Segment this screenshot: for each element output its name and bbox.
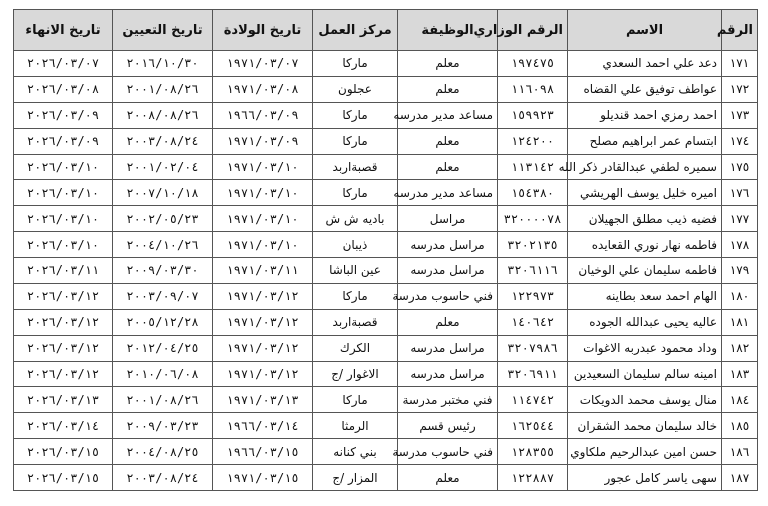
cell-ministry-number: ١٢٨٣٥٥ (498, 439, 568, 465)
cell-work-center: قصبةاربد (313, 154, 398, 180)
cell-job: فني حاسوب مدرسة (398, 283, 498, 309)
cell-birth-date: ١٩٦٦/٠٣/١٥ (213, 439, 313, 465)
cell-ministry-number: ١٢٢٩٧٣ (498, 283, 568, 309)
cell-number: ١٧٣ (722, 102, 758, 128)
header-ministry-number: الرقم الوزاري (498, 10, 568, 51)
cell-birth-date: ١٩٧١/٠٣/١٠ (213, 180, 313, 206)
cell-job: مساعد مدير مدرسه (398, 102, 498, 128)
cell-birth-date: ١٩٧١/٠٣/١٥ (213, 465, 313, 491)
cell-name: وداد محمود عبدربه الاغوات (568, 335, 722, 361)
employees-table (13, 9, 758, 491)
cell-ministry-number: ١٥٤٣٨٠ (498, 180, 568, 206)
cell-number: ١٨٤ (722, 387, 758, 413)
cell-job: مساعد مدير مدرسه (398, 180, 498, 206)
cell-ministry-number: ١٦٢٥٤٤ (498, 413, 568, 439)
table-row (14, 439, 758, 465)
table-row (14, 102, 758, 128)
cell-appointment-date: ٢٠٠٩/٠٣/٢٣ (113, 413, 213, 439)
cell-ministry-number: ١١٦٠٩٨ (498, 76, 568, 102)
cell-number: ١٨٦ (722, 439, 758, 465)
cell-birth-date: ١٩٧١/٠٣/٠٨ (213, 76, 313, 102)
cell-name: عاليه يحيى عبدالله الجوده (568, 309, 722, 335)
table-row (14, 51, 758, 77)
cell-name: سميره لطفي عبدالقادر ذكر الله (568, 154, 722, 180)
header-end-date: تاريخ الانهاء (14, 10, 113, 51)
table-row (14, 309, 758, 335)
cell-work-center: الاغوار /ج (313, 361, 398, 387)
cell-ministry-number: ١٤٠٦٤٢ (498, 309, 568, 335)
cell-job: معلم (398, 309, 498, 335)
cell-number: ١٨٠ (722, 283, 758, 309)
cell-name: فاطمه سليمان علي الوخيان (568, 258, 722, 284)
cell-number: ١٧٥ (722, 154, 758, 180)
cell-end-date: ٢٠٢٦/٠٣/١٠ (14, 154, 113, 180)
cell-ministry-number: ١١٤٧٤٢ (498, 387, 568, 413)
table-header-row (14, 10, 758, 51)
cell-job: مراسل مدرسه (398, 258, 498, 284)
cell-end-date: ٢٠٢٦/٠٣/٠٧ (14, 51, 113, 77)
cell-work-center: ماركا (313, 180, 398, 206)
cell-job: معلم (398, 51, 498, 77)
cell-job: معلم (398, 465, 498, 491)
cell-birth-date: ١٩٧١/٠٣/١٢ (213, 335, 313, 361)
cell-work-center: ماركا (313, 102, 398, 128)
cell-appointment-date: ٢٠١٠/٠٦/٠٨ (113, 361, 213, 387)
cell-appointment-date: ٢٠٠٣/٠٨/٢٤ (113, 465, 213, 491)
table-row (14, 335, 758, 361)
cell-end-date: ٢٠٢٦/٠٣/٠٩ (14, 128, 113, 154)
table-row (14, 283, 758, 309)
cell-appointment-date: ٢٠٠٥/١٢/٢٨ (113, 309, 213, 335)
cell-birth-date: ١٩٧١/٠٣/١٣ (213, 387, 313, 413)
cell-number: ١٧٩ (722, 258, 758, 284)
cell-birth-date: ١٩٧١/٠٣/١٠ (213, 232, 313, 258)
cell-number: ١٧٦ (722, 180, 758, 206)
cell-appointment-date: ٢٠٠٩/٠٣/٣٠ (113, 258, 213, 284)
cell-end-date: ٢٠٢٦/٠٣/١٥ (14, 439, 113, 465)
table-row (14, 361, 758, 387)
cell-name: حسن امين عبدالرحيم ملكاوي (568, 439, 722, 465)
cell-number: ١٧٤ (722, 128, 758, 154)
cell-appointment-date: ٢٠٠٣/٠٨/٢٤ (113, 128, 213, 154)
cell-name: اميره خليل يوسف الهريشي (568, 180, 722, 206)
header-name: الاسم (568, 10, 722, 51)
cell-job: معلم (398, 154, 498, 180)
cell-appointment-date: ٢٠١٦/١٠/٣٠ (113, 51, 213, 77)
cell-number: ١٨١ (722, 309, 758, 335)
cell-ministry-number: ١١٣١٤٢ (498, 154, 568, 180)
cell-work-center: ذيبان (313, 232, 398, 258)
cell-name: ابتسام عمر ابراهيم مصلح (568, 128, 722, 154)
cell-end-date: ٢٠٢٦/٠٣/١٢ (14, 283, 113, 309)
cell-job: فني حاسوب مدرسة (398, 439, 498, 465)
cell-number: ١٨٢ (722, 335, 758, 361)
cell-end-date: ٢٠٢٦/٠٣/١٢ (14, 361, 113, 387)
table-row (14, 180, 758, 206)
cell-appointment-date: ٢٠١٢/٠٤/٢٥ (113, 335, 213, 361)
cell-number: ١٨٣ (722, 361, 758, 387)
cell-name: فضيه ذيب مطلق الجهيلان (568, 206, 722, 232)
cell-work-center: الرمثا (313, 413, 398, 439)
cell-work-center: ماركا (313, 283, 398, 309)
retirement-table-container (13, 9, 757, 491)
cell-end-date: ٢٠٢٦/٠٣/١٣ (14, 387, 113, 413)
table-body (14, 51, 758, 491)
cell-number: ١٧٢ (722, 76, 758, 102)
header-birth-date: تاريخ الولادة (213, 10, 313, 51)
table-row (14, 206, 758, 232)
cell-birth-date: ١٩٧١/٠٣/١٢ (213, 283, 313, 309)
cell-work-center: ماركا (313, 51, 398, 77)
cell-number: ١٨٧ (722, 465, 758, 491)
cell-appointment-date: ٢٠٠٢/٠٥/٢٣ (113, 206, 213, 232)
cell-end-date: ٢٠٢٦/٠٣/١٠ (14, 180, 113, 206)
cell-number: ١٨٥ (722, 413, 758, 439)
cell-birth-date: ١٩٦٦/٠٣/٠٩ (213, 102, 313, 128)
cell-job: فني مختبر مدرسة (398, 387, 498, 413)
cell-end-date: ٢٠٢٦/٠٣/١٢ (14, 335, 113, 361)
cell-appointment-date: ٢٠٠٨/٠٨/٢٦ (113, 102, 213, 128)
cell-work-center: ماركا (313, 128, 398, 154)
cell-birth-date: ١٩٧١/٠٣/٠٧ (213, 51, 313, 77)
table-row (14, 76, 758, 102)
cell-number: ١٧٨ (722, 232, 758, 258)
cell-job: مراسل مدرسه (398, 335, 498, 361)
header-job: الوظيفة (398, 10, 498, 51)
cell-birth-date: ١٩٧١/٠٣/١٠ (213, 154, 313, 180)
cell-job: معلم (398, 76, 498, 102)
cell-appointment-date: ٢٠٠١/٠٢/٠٤ (113, 154, 213, 180)
cell-ministry-number: ١٩٧٤٧٥ (498, 51, 568, 77)
cell-ministry-number: ١٥٩٩٢٣ (498, 102, 568, 128)
cell-work-center: بني كنانه (313, 439, 398, 465)
cell-end-date: ٢٠٢٦/٠٣/١٠ (14, 232, 113, 258)
cell-appointment-date: ٢٠٠٧/١٠/١٨ (113, 180, 213, 206)
cell-birth-date: ١٩٦٦/٠٣/١٤ (213, 413, 313, 439)
cell-work-center: المزار /ج (313, 465, 398, 491)
cell-ministry-number: ٣٢٠٦٩١١ (498, 361, 568, 387)
table-row (14, 413, 758, 439)
cell-name: الهام احمد سعد بطاينه (568, 283, 722, 309)
header-appointment-date: تاريخ التعيين (113, 10, 213, 51)
cell-appointment-date: ٢٠٠٤/١٠/٢٦ (113, 232, 213, 258)
table-row (14, 232, 758, 258)
table-row (14, 465, 758, 491)
cell-work-center: عجلون (313, 76, 398, 102)
cell-name: خالد سليمان محمد الشقران (568, 413, 722, 439)
cell-job: مراسل (398, 206, 498, 232)
cell-appointment-date: ٢٠٠١/٠٨/٢٦ (113, 387, 213, 413)
cell-number: ١٧٧ (722, 206, 758, 232)
cell-appointment-date: ٢٠٠١/٠٨/٢٦ (113, 76, 213, 102)
cell-birth-date: ١٩٧١/٠٣/١٢ (213, 309, 313, 335)
cell-ministry-number: ٣٢٠٧٩٨٦ (498, 335, 568, 361)
cell-end-date: ٢٠٢٦/٠٣/١٤ (14, 413, 113, 439)
cell-job: مراسل مدرسه (398, 361, 498, 387)
table-row (14, 258, 758, 284)
cell-birth-date: ١٩٧١/٠٣/١١ (213, 258, 313, 284)
cell-work-center: باديه ش ش (313, 206, 398, 232)
cell-number: ١٧١ (722, 51, 758, 77)
cell-job: رئيس قسم (398, 413, 498, 439)
table-row (14, 387, 758, 413)
table-row (14, 128, 758, 154)
cell-birth-date: ١٩٧١/٠٣/١٠ (213, 206, 313, 232)
cell-appointment-date: ٢٠٠٤/٠٨/٢٥ (113, 439, 213, 465)
cell-name: عواطف توفيق علي القضاه (568, 76, 722, 102)
cell-end-date: ٢٠٢٦/٠٣/١٢ (14, 309, 113, 335)
cell-work-center: عين الباشا (313, 258, 398, 284)
cell-end-date: ٢٠٢٦/٠٣/١٥ (14, 465, 113, 491)
cell-work-center: الكرك (313, 335, 398, 361)
cell-birth-date: ١٩٧١/٠٣/٠٩ (213, 128, 313, 154)
cell-work-center: قصبةاربد (313, 309, 398, 335)
table-row (14, 154, 758, 180)
cell-job: مراسل مدرسه (398, 232, 498, 258)
cell-ministry-number: ٣٢٠٢١٣٥ (498, 232, 568, 258)
cell-appointment-date: ٢٠٠٣/٠٩/٠٧ (113, 283, 213, 309)
cell-end-date: ٢٠٢٦/٠٣/١١ (14, 258, 113, 284)
cell-ministry-number: ٣٢٠٦١١٦ (498, 258, 568, 284)
cell-name: منال يوسف محمد الدويكات (568, 387, 722, 413)
cell-end-date: ٢٠٢٦/٠٣/٠٩ (14, 102, 113, 128)
header-number: الرقم (722, 10, 758, 51)
cell-name: امينه سالم سليمان السعيدين (568, 361, 722, 387)
cell-ministry-number: ١٢٢٨٨٧ (498, 465, 568, 491)
header-work-center: مركز العمل (313, 10, 398, 51)
cell-ministry-number: ١٢٤٢٠٠ (498, 128, 568, 154)
cell-ministry-number: ٣٢٠٠٠٠٧٨ (498, 206, 568, 232)
cell-birth-date: ١٩٧١/٠٣/١٢ (213, 361, 313, 387)
cell-name: سهى ياسر كامل عجور (568, 465, 722, 491)
cell-name: احمد رمزي احمد قنديلو (568, 102, 722, 128)
cell-job: معلم (398, 128, 498, 154)
cell-end-date: ٢٠٢٦/٠٣/٠٨ (14, 76, 113, 102)
cell-end-date: ٢٠٢٦/٠٣/١٠ (14, 206, 113, 232)
cell-name: دعد علي احمد السعدي (568, 51, 722, 77)
cell-name: فاطمه نهار نوري القعايده (568, 232, 722, 258)
cell-work-center: ماركا (313, 387, 398, 413)
